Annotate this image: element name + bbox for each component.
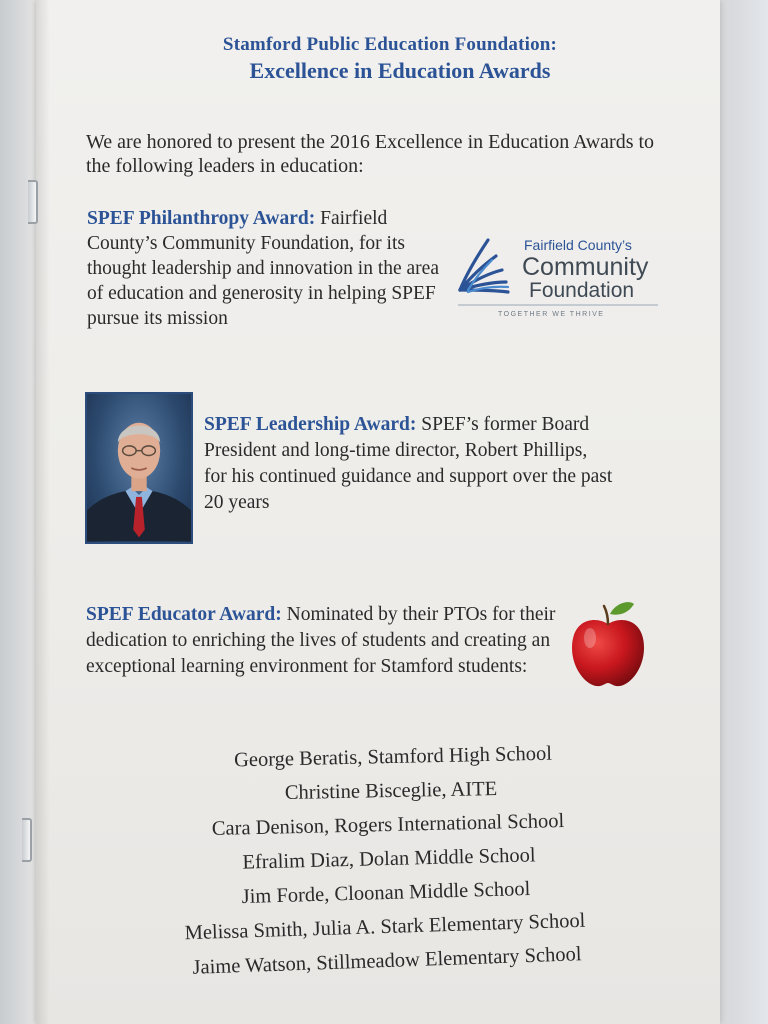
educator-award-label: SPEF Educator Award: xyxy=(86,604,282,625)
recipient-item: George Beratis, Stamford High School xyxy=(233,742,553,772)
recipient-item: Jaime Watson, Stillmeadow Elementary School xyxy=(192,943,582,979)
portrait-illustration xyxy=(87,394,191,542)
logo-line1: Fairfield County’s xyxy=(524,237,632,253)
intro-paragraph: We are honored to present the 2016 Excellence in Education Awards to the following leaders in education: xyxy=(86,131,655,177)
logo-line2: Community xyxy=(522,253,649,281)
philanthropy-award-text: Fairfield County’s Community Foundation, for its thought leadership and innovation in the area of education and generosity in helping SPEF pursue its mission xyxy=(87,208,439,329)
recipient-item: Melissa Smith, Julia A. Stark Elementary School xyxy=(184,909,586,945)
community-foundation-logo-graphic xyxy=(454,230,668,322)
leadership-award xyxy=(204,412,614,516)
leadership-award-text: SPEF’s former Board President and long-time director, Robert Phillips, for his continued guidance and support over the past 20 years xyxy=(204,414,613,513)
logo-line3: Foundation xyxy=(529,279,635,302)
recipient-item: Christine Bisceglie, AITE xyxy=(284,777,498,805)
community-foundation-logo xyxy=(454,230,668,322)
recipient-item: Cara Denison, Rogers International School xyxy=(211,810,565,840)
logo-tagline: TOGETHER WE THRIVE xyxy=(498,311,605,318)
header-title: Excellence in Education Awards xyxy=(249,58,551,83)
philanthropy-award-label: SPEF Philanthropy Award: xyxy=(87,208,316,229)
recipient-item: Efralim Diaz, Dolan Middle School xyxy=(242,844,536,874)
leadership-award-label: SPEF Leadership Award: xyxy=(204,414,417,435)
recipient-item: Jim Forde, Cloonan Middle School xyxy=(241,877,531,909)
recipients-list xyxy=(130,740,650,978)
apple-illustration xyxy=(566,598,650,690)
philanthropy-award xyxy=(87,206,447,331)
robert-phillips-photo xyxy=(85,392,193,544)
educator-award xyxy=(86,602,556,680)
apple-icon xyxy=(566,598,650,690)
header-organization: Stamford Public Education Foundation: xyxy=(222,34,558,55)
educator-award-text: Nominated by their PTOs for their dedication to enriching the lives of students and creating an exceptional learning environment for Stamford students: xyxy=(86,604,556,677)
